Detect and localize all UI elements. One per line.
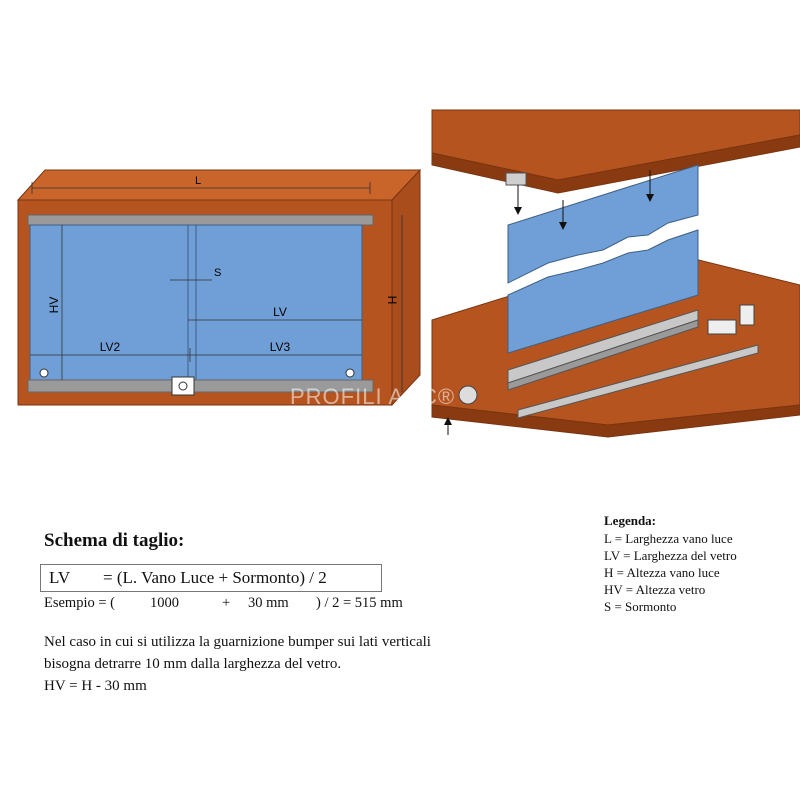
wheel-part (459, 386, 477, 404)
legend-item: L = Larghezza vano luce (604, 531, 733, 546)
knob-left (40, 369, 48, 377)
label-LV2: LV2 (99, 340, 121, 354)
note-line-1: Nel caso in cui si utilizza la guarnizione bumper sui lati verticali (44, 634, 431, 650)
legend-item: H = Altezza vano luce (604, 565, 720, 580)
example-plus: + (222, 595, 231, 611)
watermark: PROFILI ACC® (290, 384, 456, 409)
example-suffix: ) / 2 = 515 mm (316, 595, 403, 611)
label-HV: HV (47, 296, 61, 314)
formula-lhs: LV (49, 568, 71, 587)
label-LV3: LV3 (269, 340, 291, 354)
legend-item: LV = Larghezza del vetro (604, 548, 737, 563)
legend-item: HV = Altezza vetro (604, 582, 706, 597)
label-H: H (385, 295, 399, 305)
hardware-piece (708, 320, 736, 334)
note-line-3: HV = H - 30 mm (44, 678, 147, 694)
formula-rhs: = (L. Vano Luce + Sormonto) / 2 (103, 568, 327, 587)
cabinet-side-face (392, 170, 420, 405)
label-LV: LV (273, 305, 287, 319)
label-S: S (214, 267, 222, 279)
example-prefix: Esempio = ( (44, 595, 115, 611)
schema-title: Schema di taglio: (44, 530, 185, 551)
top-profile (506, 173, 526, 185)
top-rail (28, 215, 373, 225)
example-line (44, 595, 424, 615)
exploded-assembly-diagram (428, 105, 800, 455)
note-line-2: bisogna detrarre 10 mm dalla larghezza del vetro. (44, 656, 342, 672)
legend (604, 513, 794, 623)
legend-item: S = Sormonto (604, 599, 677, 614)
cabinet-top-face (18, 170, 420, 200)
legend-title: Legenda: (604, 513, 656, 528)
cabinet-front-diagram (0, 160, 440, 420)
label-L: L (194, 175, 202, 187)
knob-right (346, 369, 354, 377)
example-a: 1000 (150, 595, 179, 611)
example-b: 30 mm (248, 595, 289, 611)
formula-box (40, 564, 382, 592)
glass-panel-right (188, 225, 362, 380)
